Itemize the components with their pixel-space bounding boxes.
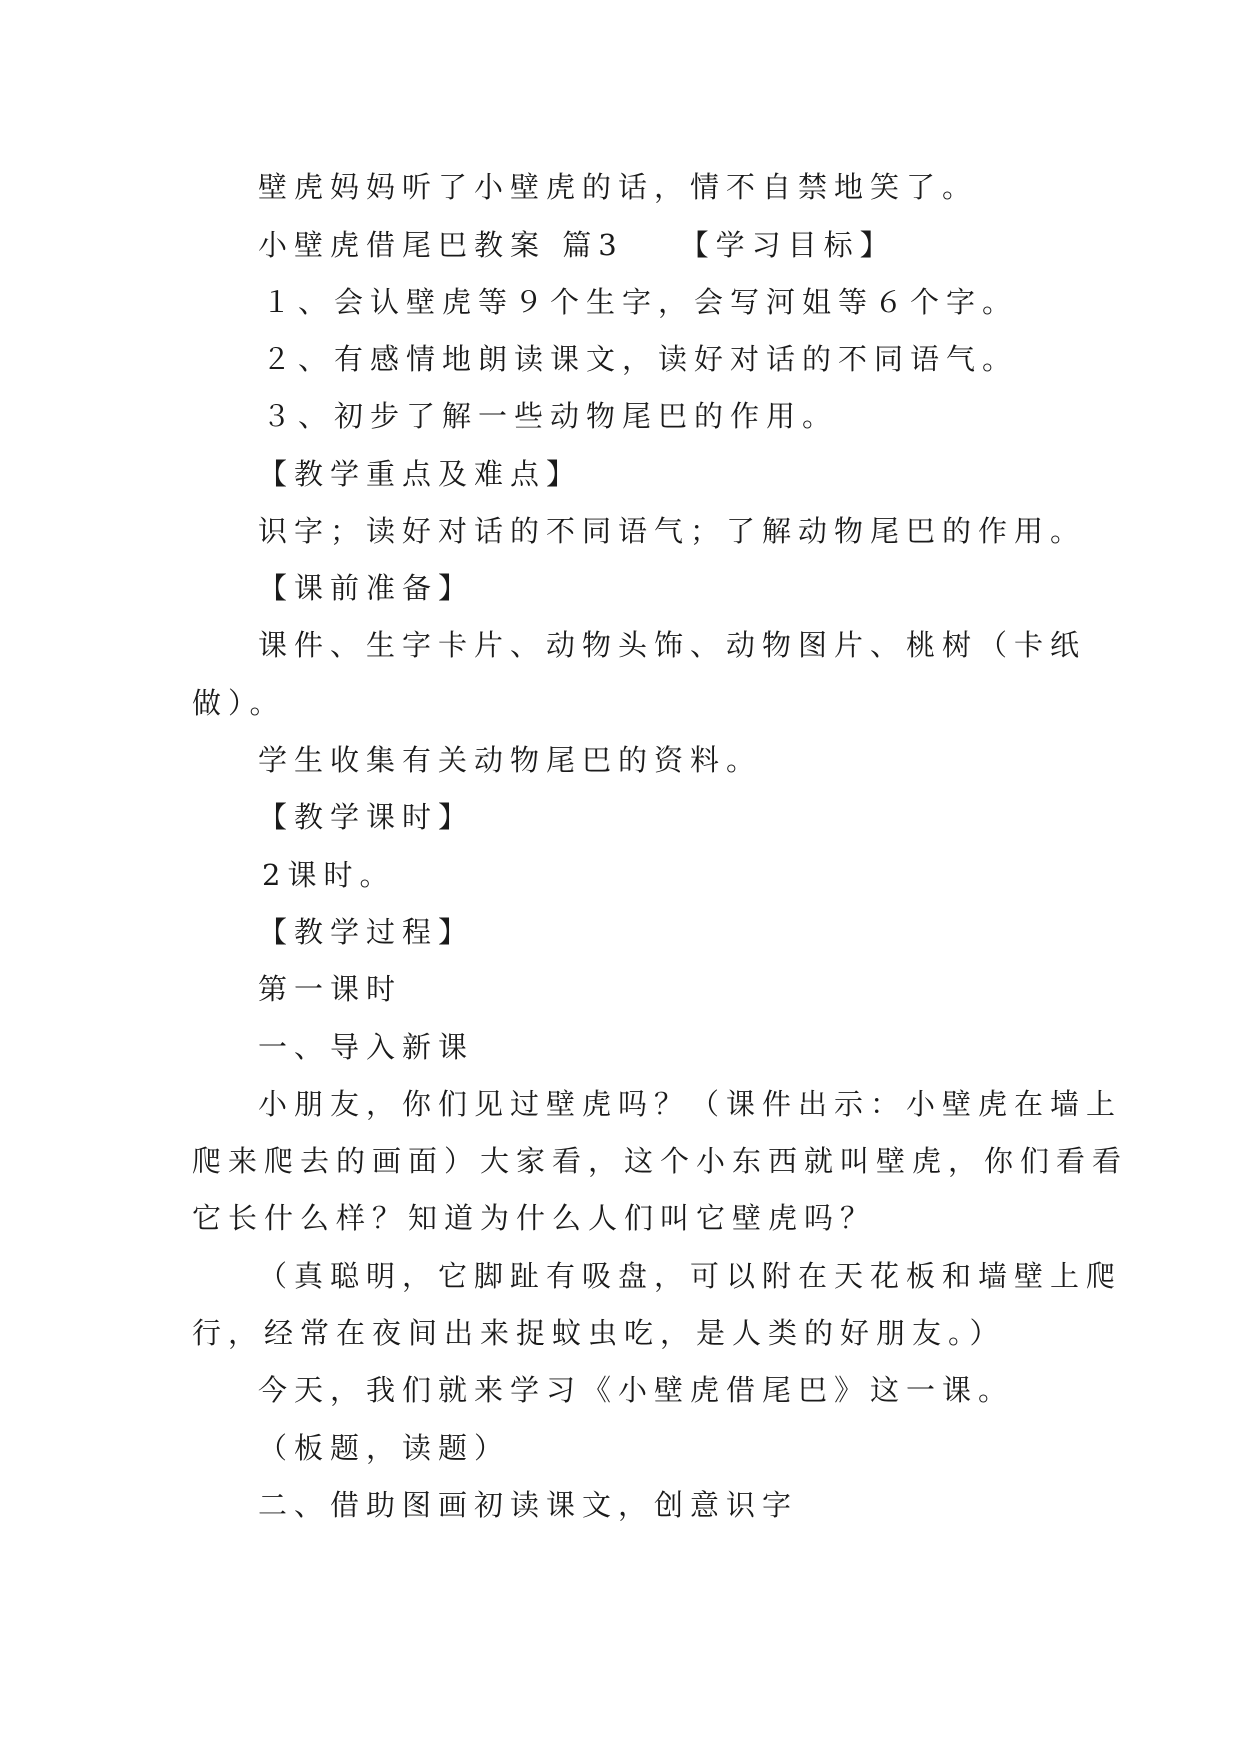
paragraph-line: 2课时。 <box>262 858 396 892</box>
section-heading-line <box>258 225 896 265</box>
section-title: 小壁虎借尾巴教案 篇3 <box>258 228 624 262</box>
heading-key-points: 【教学重点及难点】 <box>258 457 583 491</box>
paragraph-line: 课件、生字卡片、动物头饰、动物图片、桃树（卡纸 <box>258 628 1087 662</box>
paragraph-line: 行，经常在夜间出来捉蚊虫吃，是人类的好朋友。） <box>192 1316 1006 1350</box>
list-item: ２、有感情地朗读课文，读好对话的不同语气。 <box>262 342 1019 376</box>
paragraph-line: 做）。 <box>192 686 286 720</box>
heading-teaching-process: 【教学过程】 <box>258 915 475 949</box>
paragraph-line: 学生收集有关动物尾巴的资料。 <box>258 743 763 777</box>
paragraph-line: 它长什么样？知道为什么人们叫它壁虎吗？ <box>192 1201 877 1235</box>
heading-preparation: 【课前准备】 <box>258 571 475 605</box>
heading-class-hours: 【教学课时】 <box>258 800 475 834</box>
subheading-step-one: 一、导入新课 <box>258 1030 475 1064</box>
heading-learning-goals: 【学习目标】 <box>679 228 896 262</box>
paragraph-line: 小朋友，你们见过壁虎吗？（课件出示：小壁虎在墙上 <box>258 1087 1123 1121</box>
paragraph-line: 识字；读好对话的不同语气；了解动物尾巴的作用。 <box>258 514 1087 548</box>
subheading-first-lesson: 第一课时 <box>258 972 403 1006</box>
list-item: １、会认壁虎等９个生字，会写河姐等６个字。 <box>262 285 1019 319</box>
paragraph-line: （真聪明，它脚趾有吸盘，可以附在天花板和墙壁上爬 <box>258 1259 1123 1293</box>
list-item: ３、初步了解一些动物尾巴的作用。 <box>262 399 839 433</box>
paragraph-line: 爬来爬去的画面）大家看，这个小东西就叫壁虎，你们看看 <box>192 1144 1129 1178</box>
paragraph-line: （板题，读题） <box>258 1431 511 1465</box>
paragraph-line: 壁虎妈妈听了小壁虎的话，情不自禁地笑了。 <box>258 170 979 204</box>
subheading-step-two: 二、借助图画初读课文，创意识字 <box>258 1488 799 1522</box>
paragraph-line: 今天，我们就来学习《小壁虎借尾巴》这一课。 <box>258 1373 1015 1407</box>
